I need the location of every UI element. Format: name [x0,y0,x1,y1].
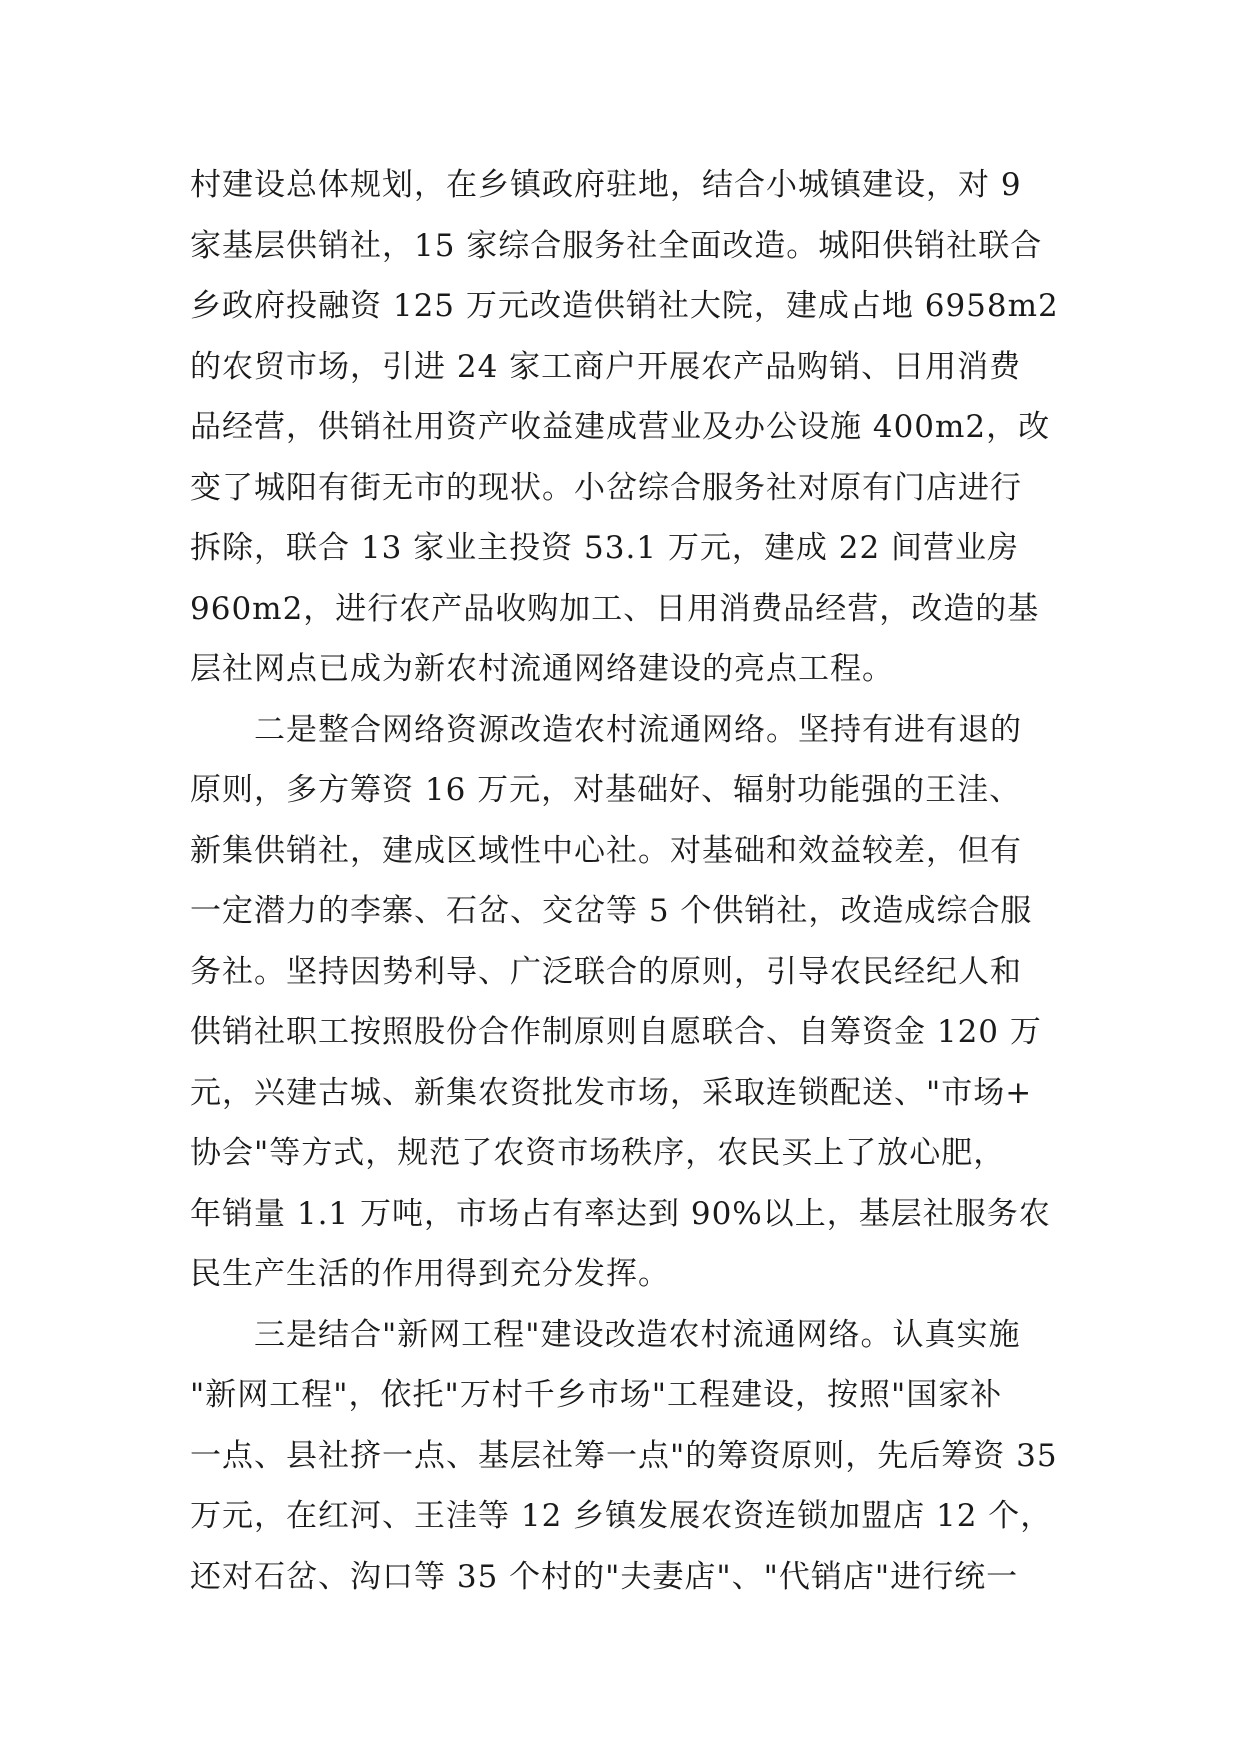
text-line: 万元，在红河、王洼等 12 乡镇发展农资连锁加盟店 12 个， [190,1498,1053,1534]
text-line: 的农贸市场，引进 24 家工商户开展农产品购销、日用消费 [190,348,1022,385]
body-text [190,155,1060,1607]
text-line: 一点、县社挤一点、基层社筹一点"的筹资原则，先后筹资 35 [190,1437,1058,1474]
text-line: 原则，多方筹资 16 万元，对基础好、辐射功能强的王洼、 [190,772,1022,808]
text-line: 一定潜力的李寨、石岔、交岔等 5 个供销社，改造成综合服 [190,893,1033,929]
text-line: "新网工程"，依托"万村千乡市场"工程建设，按照"国家补 [190,1377,1003,1413]
text-line: 层社网点已成为新农村流通网络建设的亮点工程。 [190,651,894,687]
text-line: 协会"等方式，规范了农资市场秩序，农民买上了放心肥， [190,1135,1006,1171]
text-line: 新集供销社，建成区域性中心社。对基础和效益较差，但有 [190,832,1022,869]
text-line: 拆除，联合 13 家业主投资 53.1 万元，建成 22 间营业房 [190,530,1020,566]
text-line: 还对石岔、沟口等 35 个村的"夫妻店"、"代销店"进行统一 [190,1558,1019,1595]
text-line: 乡政府投融资 125 万元改造供销社大院，建成占地 6958m2 [190,288,1059,324]
paragraph-start-line: 二是整合网络资源改造农村流通网络。坚持有进有退的 [254,711,1022,748]
text-line: 村建设总体规划，在乡镇政府驻地，结合小城镇建设，对 9 [190,167,1022,203]
text-line: 变了城阳有街无市的现状。小岔综合服务社对原有门店进行 [190,469,1022,506]
text-line: 年销量 1.1 万吨，市场占有率达到 90%以上，基层社服务农 [190,1195,1051,1232]
paragraph-start-line: 三是结合"新网工程"建设改造农村流通网络。认真实施 [254,1316,1021,1353]
text-line: 品经营，供销社用资产收益建成营业及办公设施 400m2，改 [190,409,1051,445]
text-line: 元，兴建古城、新集农资批发市场，采取连锁配送、"市场+ [190,1074,1033,1111]
text-line: 民生产生活的作用得到充分发挥。 [190,1256,670,1292]
text-line: 960m2，进行农产品收购加工、日用消费品经营，改造的基 [190,590,1040,627]
text-line: 家基层供销社，15 家综合服务社全面改造。城阳供销社联合 [190,227,1043,264]
text-line: 务社。坚持因势利导、广泛联合的原则，引导农民经纪人和 [190,953,1022,990]
text-line: 供销社职工按照股份合作制原则自愿联合、自筹资金 120 万 [190,1014,1042,1050]
